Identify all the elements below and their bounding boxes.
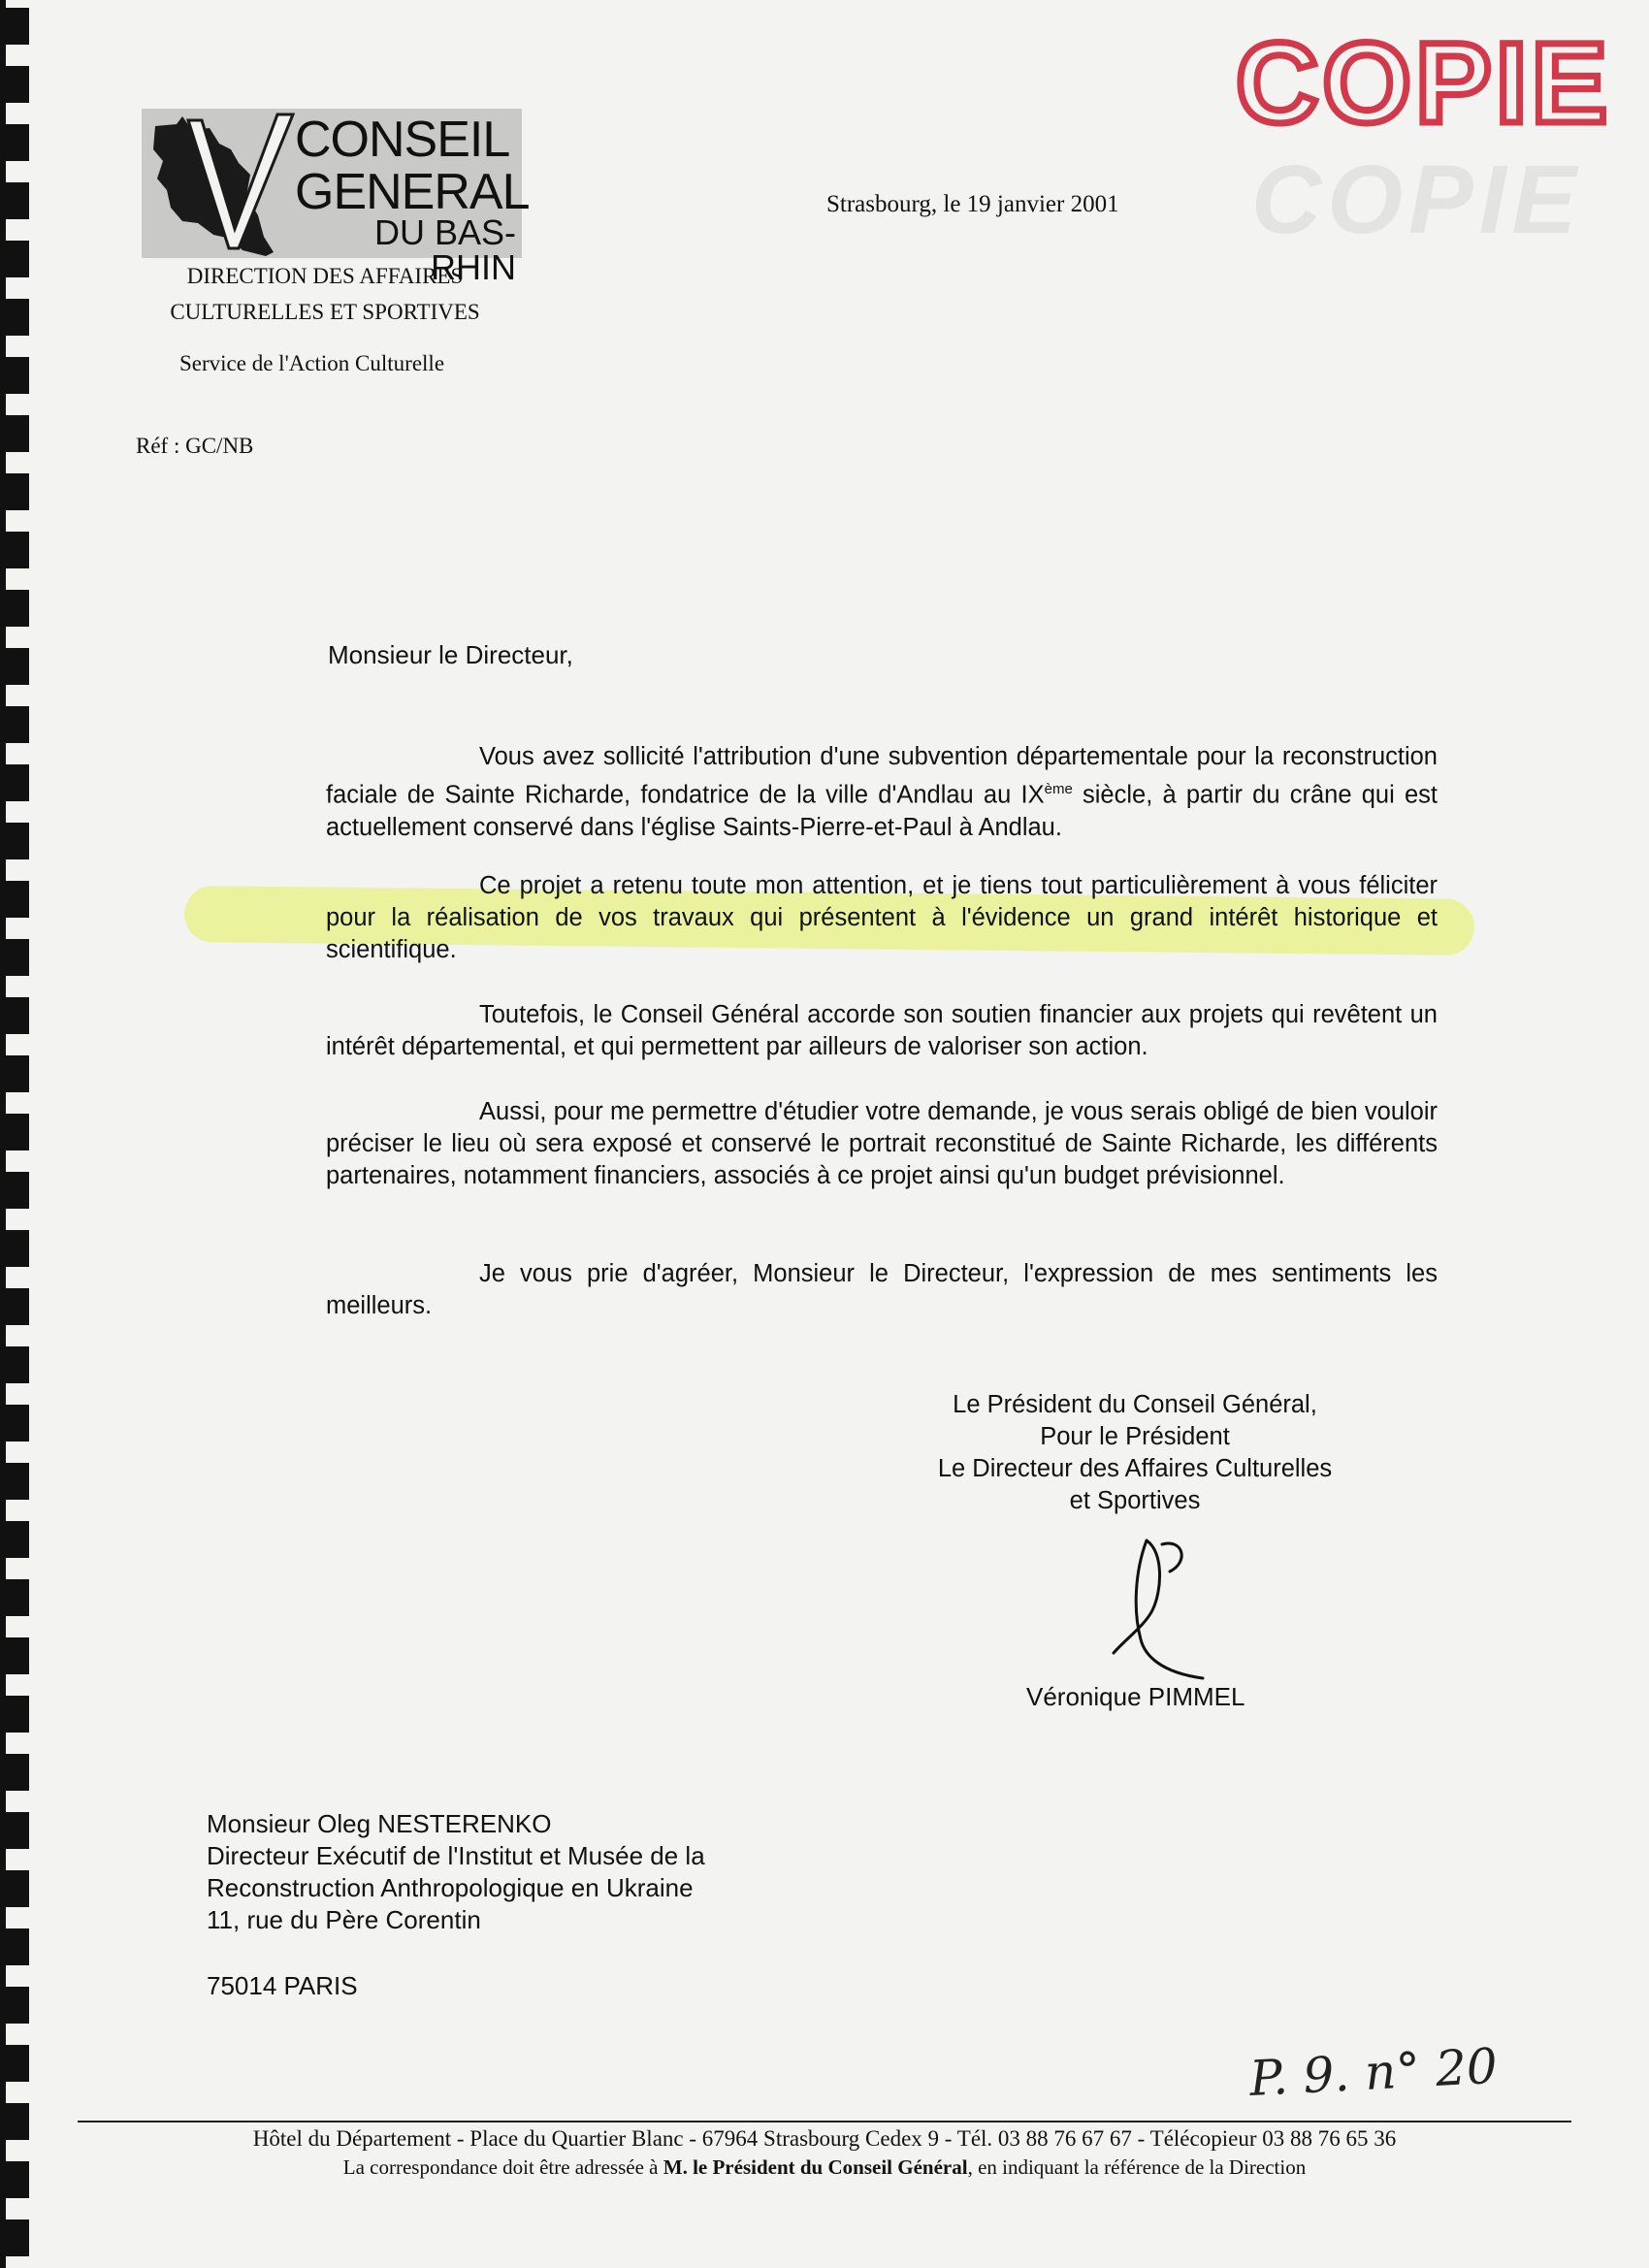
binding-ring — [0, 1114, 29, 1150]
binding-ring — [0, 1812, 29, 1849]
paragraph-4: Aussi, pour me permettre d'étudier votre demande, je vous serais obligé de bien vouloir préciser le lieu où sera exposé et conservé le portrait reconstitué de Sainte Richarde, les différents partenaires, notamment financiers, associés à ce projet ainsi qu'un budget prévisionnel. — [326, 1098, 1438, 1189]
binding-ring — [0, 823, 29, 859]
signature-block — [892, 1389, 1377, 1517]
binding-ring — [0, 532, 29, 568]
binding-ring — [0, 1870, 29, 1907]
paragraph-1 — [326, 741, 1438, 844]
binding-ring — [0, 473, 29, 510]
binding-ring — [0, 357, 29, 394]
ghost-stamp — [1251, 146, 1583, 254]
binding-ring — [0, 1055, 29, 1092]
footer-instructions-b: M. le Président du Conseil Général — [663, 2155, 968, 2179]
logo-line-3: DU BAS-RHIN — [373, 212, 516, 287]
footer-divider — [78, 2121, 1571, 2122]
spiral-binding — [0, 0, 33, 2268]
binding-ring — [0, 1579, 29, 1616]
binding-ring — [0, 415, 29, 452]
bas-rhin-map-icon — [149, 114, 295, 258]
binding-ring — [0, 182, 29, 219]
signer-name: Véronique PIMMEL — [1026, 1682, 1245, 1711]
binding-ring — [0, 648, 29, 685]
signature-line-4: et Sportives — [1069, 1487, 1201, 1514]
copie-stamp-text: COPIE — [1236, 19, 1612, 147]
signature-line-1: Le Président du Conseil Général, — [953, 1391, 1317, 1418]
binding-ring — [0, 1230, 29, 1267]
binding-ring — [0, 1288, 29, 1325]
reference: Réf : GC/NB — [136, 434, 254, 458]
paragraph-1-part-b: siècle, à partir du crâne qui est actuellement conservé dans l'église Saints-Pierre-et-Paul à Andlau. — [326, 781, 1438, 841]
recipient-name: Monsieur Oleg NESTERENKO — [207, 1809, 552, 1838]
recipient-title-2: Reconstruction Anthropologique en Ukraine — [207, 1873, 694, 1902]
logo-line-2: GENERAL — [295, 164, 530, 220]
recipient-address — [207, 1808, 705, 1936]
binding-ring — [0, 1346, 29, 1383]
binding-ring — [0, 939, 29, 976]
binding-ring — [0, 1463, 29, 1500]
binding-ring — [0, 881, 29, 918]
binding-ring — [0, 8, 29, 45]
service-name: Service de l'Action Culturelle — [179, 351, 445, 375]
paragraph-1-part-a: Vous avez sollicité l'attribution d'une subvention départementale pour la reconstruction faciale de Sainte Richarde, fondatrice de la ville d'Andlau au IX — [326, 743, 1438, 809]
svg-text:COPIE: COPIE — [1251, 146, 1583, 254]
paragraph-3: Toutefois, le Conseil Général accorde son soutien financier aux projets qui revêtent un intérêt départemental, et qui permettent par ailleurs de valoriser son action. — [326, 1001, 1438, 1060]
binding-ring — [0, 299, 29, 336]
paragraph-5: Je vous prie d'agréer, Monsieur le Directeur, l'expression de mes sentiments les meilleurs. — [326, 1260, 1438, 1319]
binding-ring — [0, 2103, 29, 2140]
department-name — [116, 258, 534, 330]
binding-ring — [0, 1696, 29, 1733]
binding-ring — [0, 590, 29, 627]
binding-ring — [0, 1928, 29, 1965]
salutation: Monsieur le Directeur, — [328, 640, 573, 669]
binding-ring — [0, 241, 29, 277]
recipient-city: 75014 PARIS — [207, 1971, 358, 2000]
copie-stamp — [1232, 19, 1612, 147]
binding-ring — [0, 2219, 29, 2256]
signature-line-2: Pour le Président — [1040, 1423, 1230, 1450]
binding-ring — [0, 1172, 29, 1209]
binding-ring — [0, 66, 29, 103]
department-line-1: DIRECTION DES AFFAIRES — [186, 264, 464, 288]
binding-ring — [0, 997, 29, 1034]
binding-ring — [0, 2045, 29, 2082]
handwritten-signature — [1106, 1533, 1212, 1698]
footer-instructions-a: La correspondance doit être adressée à — [342, 2155, 663, 2179]
binding-ring — [0, 2161, 29, 2198]
binding-ring — [0, 1987, 29, 2024]
binding-ring — [0, 706, 29, 743]
recipient-street: 11, rue du Père Corentin — [207, 1905, 481, 1934]
handwritten-page-note — [1244, 2037, 1554, 2108]
binding-ring — [0, 124, 29, 161]
signature-line-3: Le Directeur des Affaires Culturelles — [937, 1455, 1333, 1482]
paragraph-2: Ce projet a retenu toute mon attention, et je tiens tout particulièrement à vous féliciter pour la réalisation de vos travaux qui présentent à l'évidence un grand intérêt historique et scientifique. — [326, 872, 1438, 963]
logo-line-1: CONSEIL — [295, 112, 510, 168]
paragraph-1-superscript: ème — [1044, 781, 1073, 797]
recipient-title-1: Directeur Exécutif de l'Institut et Musée de la — [207, 1841, 705, 1870]
footer-instructions — [78, 2155, 1571, 2180]
binding-ring — [0, 1637, 29, 1674]
binding-ring — [0, 1521, 29, 1558]
handwritten-note-text: P. 9. n° 20 — [1247, 2037, 1500, 2108]
binding-ring — [0, 1405, 29, 1442]
binding-ring — [0, 1754, 29, 1791]
footer-instructions-c: , en indiquant la référence de la Direction — [967, 2155, 1307, 2179]
footer-address: Hôtel du Département - Place du Quartier Blanc - 67964 Strasbourg Cedex 9 - Tél. 03 88 76 67 67 - Télécopieur 03 88 76 65 36 — [252, 2126, 1397, 2151]
date-line: Strasbourg, le 19 janvier 2001 — [826, 191, 1119, 217]
department-line-2: CULTURELLES ET SPORTIVES — [170, 300, 480, 324]
binding-ring — [0, 764, 29, 801]
